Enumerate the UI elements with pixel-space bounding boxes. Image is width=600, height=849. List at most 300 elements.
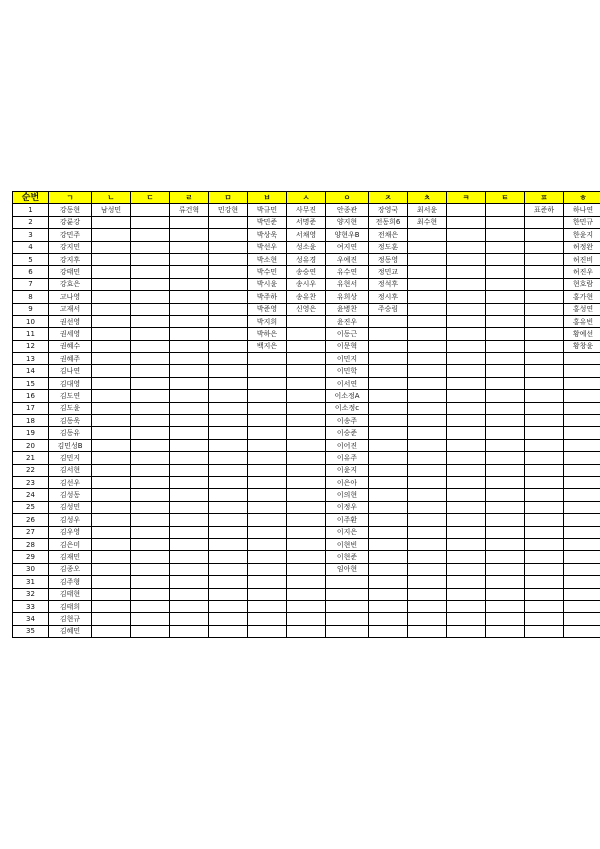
name-cell xyxy=(447,303,486,315)
name-cell xyxy=(170,563,209,575)
name-cell xyxy=(209,340,248,352)
row-index-cell: 25 xyxy=(13,501,49,513)
table-row xyxy=(13,613,600,625)
name-cell xyxy=(170,538,209,550)
name-cell xyxy=(131,365,170,377)
name-cell xyxy=(287,377,326,389)
row-index-cell: 4 xyxy=(13,241,49,253)
name-cell xyxy=(287,402,326,414)
table-row xyxy=(13,315,600,327)
name-cell: 허진우 xyxy=(564,266,600,278)
name-cell xyxy=(369,427,408,439)
name-cell: 임아현 xyxy=(326,563,369,575)
name-cell xyxy=(486,625,525,637)
name-cell xyxy=(447,353,486,365)
name-cell xyxy=(248,551,287,563)
name-cell xyxy=(248,427,287,439)
name-cell xyxy=(486,576,525,588)
row-index-cell: 22 xyxy=(13,464,49,476)
name-cell xyxy=(170,328,209,340)
name-cell: 남성민 xyxy=(92,204,131,216)
name-cell xyxy=(131,439,170,451)
name-cell xyxy=(209,315,248,327)
name-cell: 유현서 xyxy=(326,278,369,290)
name-cell xyxy=(287,365,326,377)
name-cell xyxy=(326,600,369,612)
name-cell xyxy=(131,476,170,488)
name-cell xyxy=(564,625,600,637)
name-cell xyxy=(408,291,447,303)
name-cell xyxy=(447,204,486,216)
name-cell xyxy=(92,538,131,550)
name-cell xyxy=(369,452,408,464)
name-cell xyxy=(369,377,408,389)
name-cell: 이승준 xyxy=(326,427,369,439)
name-cell xyxy=(447,538,486,550)
name-cell xyxy=(92,328,131,340)
name-cell xyxy=(170,253,209,265)
name-cell xyxy=(92,476,131,488)
name-cell xyxy=(486,452,525,464)
name-cell xyxy=(287,514,326,526)
name-cell: 황예선 xyxy=(564,328,600,340)
name-cell xyxy=(408,340,447,352)
name-cell: 정시후 xyxy=(369,291,408,303)
name-cell xyxy=(92,452,131,464)
name-cell xyxy=(369,390,408,402)
name-cell: 고나영 xyxy=(49,291,92,303)
header-consonant: ㅍ xyxy=(525,192,564,204)
name-cell xyxy=(447,216,486,228)
name-cell: 강지민 xyxy=(49,241,92,253)
name-cell xyxy=(486,377,525,389)
table-row xyxy=(13,291,600,303)
name-cell xyxy=(170,476,209,488)
name-cell xyxy=(209,229,248,241)
name-cell: 홍가현 xyxy=(564,291,600,303)
table-row xyxy=(13,625,600,637)
name-cell xyxy=(408,278,447,290)
table-body xyxy=(13,204,600,638)
name-cell xyxy=(564,551,600,563)
name-cell xyxy=(131,538,170,550)
table-row xyxy=(13,353,600,365)
header-consonant: ㄴ xyxy=(92,192,131,204)
table-row xyxy=(13,204,600,216)
name-cell xyxy=(525,514,564,526)
name-cell xyxy=(525,340,564,352)
name-cell xyxy=(170,377,209,389)
name-cell: 한민규 xyxy=(564,216,600,228)
name-cell xyxy=(131,216,170,228)
name-cell xyxy=(525,315,564,327)
name-cell xyxy=(486,328,525,340)
name-cell xyxy=(248,489,287,501)
name-cell: 최서윤 xyxy=(408,204,447,216)
name-cell: 김도윤 xyxy=(49,402,92,414)
name-cell xyxy=(209,365,248,377)
name-cell xyxy=(408,266,447,278)
name-cell xyxy=(525,464,564,476)
name-cell xyxy=(287,600,326,612)
table-row xyxy=(13,340,600,352)
name-cell xyxy=(564,514,600,526)
name-cell xyxy=(326,588,369,600)
name-cell xyxy=(131,340,170,352)
name-cell xyxy=(92,588,131,600)
name-cell xyxy=(525,390,564,402)
name-cell xyxy=(209,216,248,228)
name-cell xyxy=(564,439,600,451)
name-cell xyxy=(408,538,447,550)
name-cell: 김재민 xyxy=(49,551,92,563)
header-consonant: ㅇ xyxy=(326,192,369,204)
name-cell: 주승림 xyxy=(369,303,408,315)
name-cell: 양현우B xyxy=(326,229,369,241)
name-cell xyxy=(525,402,564,414)
name-cell xyxy=(170,588,209,600)
name-cell: 최수현 xyxy=(408,216,447,228)
row-index-cell: 26 xyxy=(13,514,49,526)
name-cell: 송시우 xyxy=(287,278,326,290)
name-cell xyxy=(131,278,170,290)
row-index-cell: 21 xyxy=(13,452,49,464)
name-cell xyxy=(92,613,131,625)
name-cell: 김종오 xyxy=(49,563,92,575)
name-cell xyxy=(408,464,447,476)
name-cell: 김주형 xyxy=(49,576,92,588)
name-cell: 이유주 xyxy=(326,452,369,464)
name-cell: 이민지 xyxy=(326,353,369,365)
name-cell: 정도훈 xyxy=(369,241,408,253)
name-cell: 김우영 xyxy=(49,526,92,538)
name-cell xyxy=(92,340,131,352)
name-cell: 김성우 xyxy=(49,514,92,526)
row-index-cell: 7 xyxy=(13,278,49,290)
table-row xyxy=(13,476,600,488)
name-cell xyxy=(564,600,600,612)
name-cell xyxy=(287,340,326,352)
name-cell: 박주하 xyxy=(248,291,287,303)
name-cell xyxy=(369,501,408,513)
name-cell: 표준하 xyxy=(525,204,564,216)
name-cell xyxy=(408,600,447,612)
name-cell xyxy=(209,551,248,563)
table-row xyxy=(13,390,600,402)
name-cell: 이은아 xyxy=(326,476,369,488)
name-cell xyxy=(131,328,170,340)
name-cell xyxy=(369,476,408,488)
name-cell xyxy=(92,402,131,414)
name-cell xyxy=(287,452,326,464)
name-cell xyxy=(287,328,326,340)
name-cell xyxy=(525,501,564,513)
row-index-cell: 3 xyxy=(13,229,49,241)
name-cell xyxy=(287,427,326,439)
name-cell xyxy=(486,253,525,265)
name-cell xyxy=(92,253,131,265)
name-cell xyxy=(447,390,486,402)
name-cell xyxy=(287,464,326,476)
row-index-cell: 14 xyxy=(13,365,49,377)
name-cell xyxy=(564,576,600,588)
name-cell xyxy=(564,427,600,439)
name-cell xyxy=(486,353,525,365)
name-cell xyxy=(564,365,600,377)
name-cell: 강동현 xyxy=(49,204,92,216)
name-cell xyxy=(92,464,131,476)
name-cell xyxy=(131,229,170,241)
row-index-cell: 6 xyxy=(13,266,49,278)
row-index-cell: 29 xyxy=(13,551,49,563)
name-cell xyxy=(209,278,248,290)
name-cell xyxy=(564,402,600,414)
name-cell: 이송주 xyxy=(326,415,369,427)
name-cell xyxy=(170,278,209,290)
name-cell xyxy=(486,476,525,488)
name-cell xyxy=(525,303,564,315)
name-cell: 김성동 xyxy=(49,489,92,501)
name-cell: 김민지 xyxy=(49,452,92,464)
name-cell: 권선영 xyxy=(49,315,92,327)
name-cell xyxy=(209,427,248,439)
name-cell xyxy=(92,377,131,389)
name-cell xyxy=(92,600,131,612)
name-cell xyxy=(369,439,408,451)
row-index-cell: 10 xyxy=(13,315,49,327)
name-cell xyxy=(170,241,209,253)
name-cell xyxy=(131,600,170,612)
name-cell xyxy=(92,266,131,278)
name-cell xyxy=(209,291,248,303)
name-cell xyxy=(447,600,486,612)
name-cell xyxy=(486,427,525,439)
name-cell xyxy=(408,576,447,588)
name-cell xyxy=(287,625,326,637)
name-cell xyxy=(408,514,447,526)
name-cell xyxy=(486,204,525,216)
name-cell: 정석후 xyxy=(369,278,408,290)
name-cell: 권혜수 xyxy=(49,340,92,352)
name-cell xyxy=(486,303,525,315)
name-cell xyxy=(131,588,170,600)
name-cell xyxy=(525,353,564,365)
name-cell xyxy=(564,613,600,625)
name-cell xyxy=(131,303,170,315)
name-cell xyxy=(326,613,369,625)
name-cell xyxy=(209,464,248,476)
name-cell xyxy=(486,514,525,526)
name-cell xyxy=(369,551,408,563)
row-index-cell: 9 xyxy=(13,303,49,315)
roster-table xyxy=(12,191,600,638)
table-row xyxy=(13,563,600,575)
table-row xyxy=(13,402,600,414)
name-cell xyxy=(564,476,600,488)
row-index-cell: 13 xyxy=(13,353,49,365)
name-cell xyxy=(447,266,486,278)
name-cell xyxy=(408,402,447,414)
name-cell xyxy=(447,514,486,526)
name-cell xyxy=(248,514,287,526)
header-consonant: ㅌ xyxy=(486,192,525,204)
name-cell xyxy=(326,576,369,588)
name-cell: 김동유 xyxy=(49,427,92,439)
name-cell: 박상욱 xyxy=(248,229,287,241)
name-cell xyxy=(447,328,486,340)
name-cell xyxy=(287,526,326,538)
name-cell: 권혜주 xyxy=(49,353,92,365)
name-cell: 송승연 xyxy=(287,266,326,278)
name-cell xyxy=(209,266,248,278)
name-cell xyxy=(92,216,131,228)
name-cell xyxy=(486,390,525,402)
name-cell xyxy=(525,229,564,241)
name-cell xyxy=(92,303,131,315)
name-cell: 신영은 xyxy=(287,303,326,315)
name-cell: 이정우 xyxy=(326,501,369,513)
name-cell xyxy=(447,476,486,488)
name-cell xyxy=(248,588,287,600)
table-row xyxy=(13,229,600,241)
name-cell xyxy=(131,315,170,327)
name-cell xyxy=(486,489,525,501)
name-cell: 김현규 xyxy=(49,613,92,625)
name-cell xyxy=(564,452,600,464)
name-cell xyxy=(564,588,600,600)
name-cell xyxy=(92,278,131,290)
name-cell: 유수연 xyxy=(326,266,369,278)
header-consonant: ㅂ xyxy=(248,192,287,204)
header-consonant: ㅈ xyxy=(369,192,408,204)
name-cell xyxy=(486,551,525,563)
name-cell xyxy=(92,489,131,501)
name-cell: 이주환 xyxy=(326,514,369,526)
name-cell xyxy=(486,266,525,278)
name-cell xyxy=(408,439,447,451)
name-cell: 박규민 xyxy=(248,204,287,216)
name-cell: 이동근 xyxy=(326,328,369,340)
name-cell xyxy=(408,241,447,253)
row-index-cell: 11 xyxy=(13,328,49,340)
name-cell xyxy=(287,501,326,513)
name-cell xyxy=(209,415,248,427)
header-consonant: ㅋ xyxy=(447,192,486,204)
name-cell xyxy=(447,501,486,513)
name-cell xyxy=(525,291,564,303)
name-cell xyxy=(447,551,486,563)
name-cell xyxy=(209,514,248,526)
row-index-cell: 30 xyxy=(13,563,49,575)
name-cell xyxy=(486,526,525,538)
name-cell xyxy=(209,353,248,365)
name-cell: 김태희 xyxy=(49,600,92,612)
name-cell: 권세영 xyxy=(49,328,92,340)
name-cell xyxy=(525,216,564,228)
name-cell: 전동희6 xyxy=(369,216,408,228)
name-cell xyxy=(447,253,486,265)
name-cell xyxy=(369,613,408,625)
name-cell xyxy=(564,464,600,476)
name-cell xyxy=(447,464,486,476)
row-index-cell: 17 xyxy=(13,402,49,414)
table-row xyxy=(13,526,600,538)
name-cell xyxy=(369,489,408,501)
name-cell xyxy=(525,439,564,451)
name-cell xyxy=(209,253,248,265)
name-cell xyxy=(170,216,209,228)
header-consonant: ㅎ xyxy=(564,192,600,204)
name-cell xyxy=(209,377,248,389)
name-cell: 김태현 xyxy=(49,588,92,600)
name-cell xyxy=(92,353,131,365)
name-cell: 김은미 xyxy=(49,538,92,550)
row-index-cell: 34 xyxy=(13,613,49,625)
name-cell: 김서현 xyxy=(49,464,92,476)
name-cell: 이소정A xyxy=(326,390,369,402)
name-cell xyxy=(248,576,287,588)
name-cell xyxy=(447,241,486,253)
name-cell xyxy=(170,229,209,241)
name-cell xyxy=(131,427,170,439)
name-cell xyxy=(564,415,600,427)
name-cell xyxy=(209,402,248,414)
name-cell: 이현빈 xyxy=(326,538,369,550)
name-cell xyxy=(447,576,486,588)
name-cell: 서채영 xyxy=(287,229,326,241)
table-row xyxy=(13,439,600,451)
name-cell xyxy=(408,253,447,265)
name-cell xyxy=(209,241,248,253)
name-cell xyxy=(525,253,564,265)
name-cell: 김민성B xyxy=(49,439,92,451)
name-cell xyxy=(248,439,287,451)
name-cell: 황창윤 xyxy=(564,340,600,352)
name-cell xyxy=(248,563,287,575)
name-cell xyxy=(92,563,131,575)
name-cell xyxy=(486,613,525,625)
name-cell xyxy=(248,464,287,476)
name-cell xyxy=(525,563,564,575)
name-cell xyxy=(287,613,326,625)
name-cell: 이소정c xyxy=(326,402,369,414)
name-cell xyxy=(131,551,170,563)
name-cell xyxy=(131,489,170,501)
name-cell: 이현준 xyxy=(326,551,369,563)
name-cell xyxy=(408,625,447,637)
name-cell xyxy=(131,526,170,538)
name-cell xyxy=(131,415,170,427)
table-row xyxy=(13,427,600,439)
name-cell xyxy=(525,266,564,278)
name-cell: 강민주 xyxy=(49,229,92,241)
name-cell xyxy=(369,353,408,365)
name-cell: 박하은 xyxy=(248,328,287,340)
name-cell xyxy=(92,365,131,377)
name-cell xyxy=(131,613,170,625)
name-cell: 성소윤 xyxy=(287,241,326,253)
name-cell xyxy=(287,353,326,365)
name-cell xyxy=(287,390,326,402)
header-consonant: ㅊ xyxy=(408,192,447,204)
name-cell xyxy=(447,427,486,439)
name-cell xyxy=(209,489,248,501)
row-index-cell: 27 xyxy=(13,526,49,538)
name-cell xyxy=(369,538,408,550)
table-row xyxy=(13,377,600,389)
name-cell xyxy=(525,588,564,600)
name-cell xyxy=(248,526,287,538)
